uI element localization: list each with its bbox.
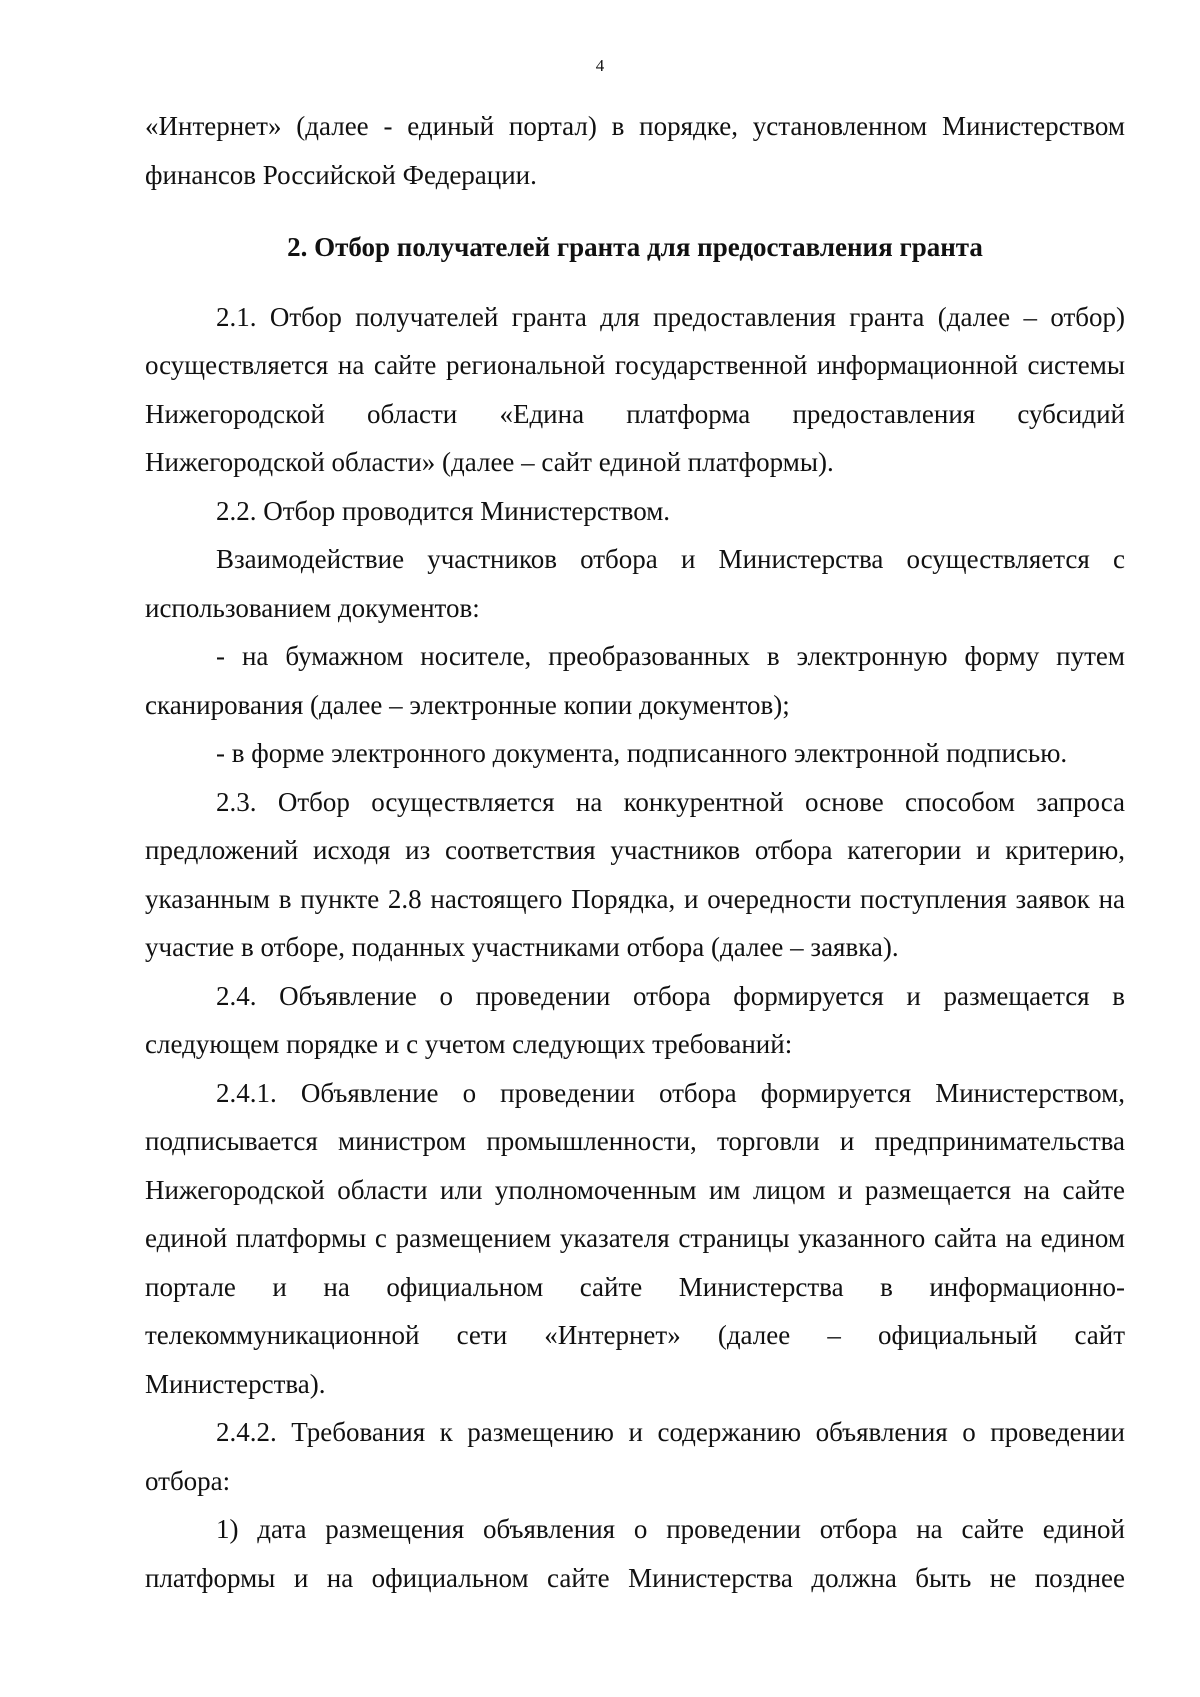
list-item-1: 1) дата размещения объявления о проведении отбора на сайте единой платформы и на официальном сайте Министерства должна быть не позднее [145, 1514, 1125, 1593]
paragraph-interaction: Взаимодействие участников отбора и Министерства осуществляется с использованием документов: [145, 544, 1125, 623]
paragraph-2-4-1: 2.4.1. Объявление о проведении отбора формируется Министерством, подписывается министром промышленности, торговли и предпринимательства Нижегородской области или уполномоченным им лицом и размещается на сайте единой платформы с размещением указателя страницы указанного сайта на едином портале и на официальном сайте Министерства в информационно-телекоммуникационной сети «Интернет» (далее – официальный сайт Министерства). [145, 1077, 1125, 1399]
paragraph-2-2: 2.2. Отбор проводится Министерством. [216, 495, 671, 526]
section-heading: 2. Отбор получателей гранта для предоставления гранта [287, 232, 983, 262]
document-body [145, 102, 1125, 1602]
list-item-paper-docs: - на бумажном носителе, преобразованных в электронную форму путем сканирования (далее – электронные копии документов); [145, 641, 1125, 720]
paragraph-2-1: 2.1. Отбор получателей гранта для предоставления гранта (далее – отбор) осуществляется на сайте региональной государственной информационной системы Нижегородской области «Едина платформа предоставления субсидий Нижегородской области» (далее – сайт единой платформы). [145, 301, 1125, 477]
paragraph-2-4-2: 2.4.2. Требования к размещению и содержанию объявления о проведении отбора: [145, 1417, 1125, 1496]
paragraph-portal-continuation: «Интернет» (далее - единый портал) в порядке, установленном Министерством финансов Российской Федерации. [145, 111, 1125, 190]
list-item-electronic-docs: - в форме электронного документа, подписанного электронной подписью. [216, 738, 1068, 768]
paragraph-2-4: 2.4. Объявление о проведении отбора формируется и размещается в следующем порядке и с учетом следующих требований: [145, 980, 1125, 1059]
paragraph-2-3: 2.3. Отбор осуществляется на конкурентной основе способом запроса предложений исходя из соответствия участников отбора категории и критерию, указанным в пункте 2.8 настоящего Порядка, и очередности поступления заявок на участие в отборе, поданных участниками отбора (далее – заявка). [145, 786, 1125, 962]
page-number: 4 [595, 56, 605, 75]
